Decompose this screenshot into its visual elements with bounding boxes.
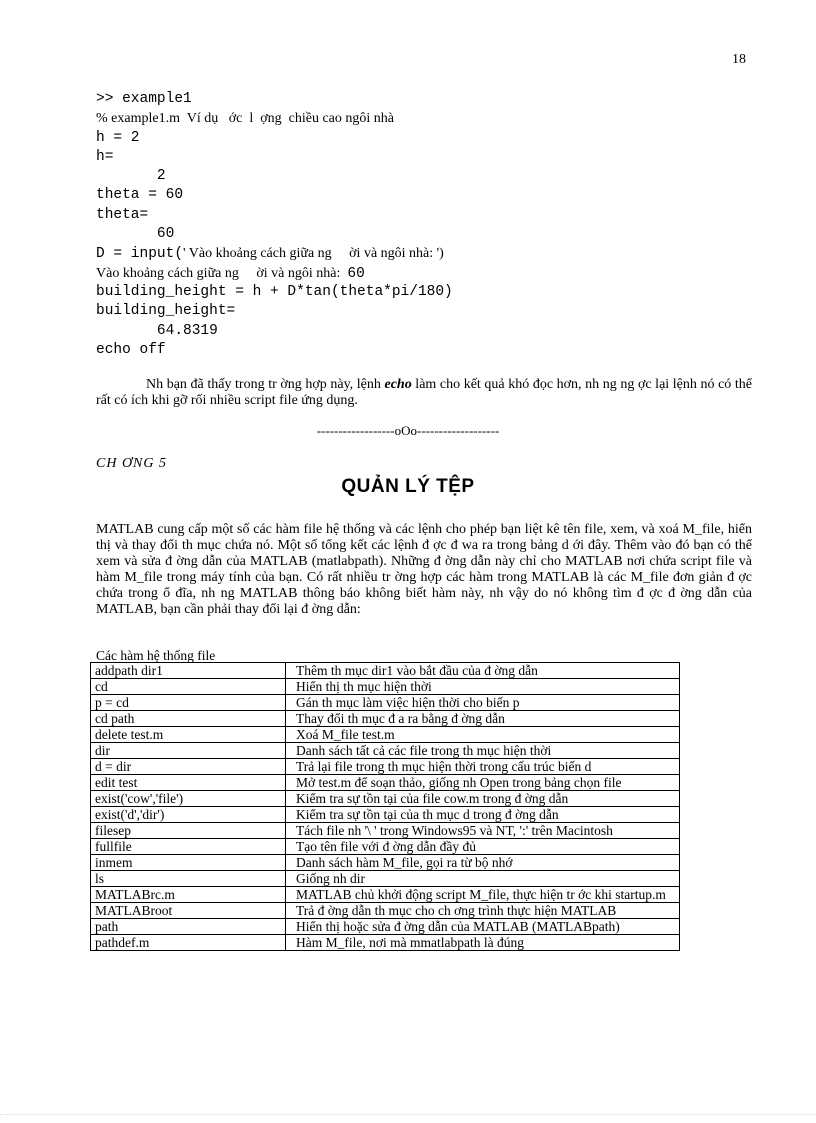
code-line: building_height= <box>96 303 236 320</box>
description-cell: Tạo tên file với đ ờng dẫn đầy đủ <box>286 839 680 855</box>
table-caption: Các hàm hệ thống file <box>96 648 216 663</box>
command-cell: cd path <box>91 711 286 727</box>
table-row <box>91 743 680 759</box>
description-cell: Giống nh dir <box>286 871 680 887</box>
description-cell: Hiển thị th mục hiện thời <box>286 679 680 695</box>
code-fragment: 60 <box>347 265 365 282</box>
code-line <box>96 244 453 263</box>
description-cell: Thêm th mục dir1 vào bắt đầu của đ ờng dẫn <box>286 663 680 679</box>
code-line: theta = 60 <box>96 187 184 204</box>
command-cell: MATLABrc.m <box>91 887 286 903</box>
description-cell: Hiển thị hoặc sửa đ ờng dẫn của MATLAB (MATLABpath) <box>286 919 680 935</box>
command-cell: ls <box>91 871 286 887</box>
command-cell: edit test <box>91 775 286 791</box>
command-cell: path <box>91 919 286 935</box>
command-cell: delete test.m <box>91 727 286 743</box>
code-fragment: D = input( <box>96 246 184 263</box>
code-line: building_height = h + D*tan(theta*pi/180) <box>96 283 453 300</box>
code-line: 2 <box>96 168 166 185</box>
code-line <box>96 264 453 283</box>
command-cell: dir <box>91 743 286 759</box>
table-row <box>91 679 680 695</box>
description-cell: Tách file nh '\ ' trong Windows95 và NT, ':' trên Macintosh <box>286 823 680 839</box>
command-cell: d = dir <box>91 759 286 775</box>
table-row <box>91 903 680 919</box>
description-cell: Trả lại file trong th mục hiện thời trong cấu trúc biến d <box>286 759 680 775</box>
section-separator: ------------------oOo------------------- <box>316 423 500 438</box>
code-fragment: ' Vào khoảng cách giữa ng ời và ngôi nhà: ') <box>183 246 444 262</box>
table-row <box>91 935 680 951</box>
command-cell: exist('cow','file') <box>91 791 286 807</box>
command-cell: inmem <box>91 855 286 871</box>
table-row <box>91 695 680 711</box>
command-cell: cd <box>91 679 286 695</box>
command-cell: p = cd <box>91 695 286 711</box>
table-row <box>91 759 680 775</box>
table-row <box>91 711 680 727</box>
description-cell: Thay đổi th mục đ a ra bằng đ ờng dẫn <box>286 711 680 727</box>
table-row <box>91 727 680 743</box>
code-line: 60 <box>96 226 175 243</box>
table-row <box>91 663 680 679</box>
table-row <box>91 823 680 839</box>
table-row <box>91 871 680 887</box>
file-functions-table <box>90 662 680 951</box>
matlab-session <box>96 90 453 360</box>
description-cell: Trả đ ờng dẫn th mục cho ch ơng trình thực hiện MATLAB <box>286 903 680 919</box>
chapter-title: QUẢN LÝ TỆP <box>341 476 475 497</box>
code-line: >> example1 <box>96 91 192 107</box>
paragraph-text: Nh bạn đã thấy trong tr ờng hợp này, lệnh <box>146 377 385 392</box>
code-line: theta= <box>96 206 149 223</box>
table-row <box>91 887 680 903</box>
description-cell: Mở test.m để soạn thảo, giống nh Open trong bảng chọn file <box>286 775 680 791</box>
code-line: h= <box>96 148 114 165</box>
paragraph-intro: MATLAB cung cấp một số các hàm file hệ thống và các lệnh cho phép bạn liệt kê tên file, xem, và xoá M_file, hiển thị và thay đổi th mục chứa nó. Một số tổng kết các lệnh đ ợc đ wa ra trong bảng d ới đây. Thêm vào đó bạn có thể xem và sửa đ ờng dẫn của MATLAB (matlabpath). Những đ ờng dẫn này chỉ cho MATLAB nơi chứa script file và hàm M_file trong máy tính của bạn. Có rất nhiều tr ờng hợp các hàm trong MATLAB là các M_file đơn giản đ ợc chứa trong ổ đĩa, nh ng MATLAB thông báo không biết hàm này, nh vậy do nó không tìm đ ợc đ ờng dẫn của MATLAB, bạn cần phải thay đổi lại đ ờng dẫn: <box>96 522 752 617</box>
table-row <box>91 807 680 823</box>
chapter-label: CH ƠNG 5 <box>96 456 168 471</box>
code-line: % example1.m Ví dụ ớc l ợng chiều cao ngôi nhà <box>96 111 394 127</box>
command-cell: exist('d','dir') <box>91 807 286 823</box>
table-row <box>91 855 680 871</box>
code-fragment: Vào khoảng cách giữa ng ời và ngôi nhà: <box>96 265 348 281</box>
description-cell: Danh sách tất cả các file trong th mục hiện thời <box>286 743 680 759</box>
paragraph-text: làm cho kết quả khó đọc hơn, nh ng ng ợc lại lệnh nó có thể rất có ích khi gỡ rối nhiều script file ứng dụng. <box>96 377 752 408</box>
command-cell: addpath dir1 <box>91 663 286 679</box>
command-cell: MATLABroot <box>91 903 286 919</box>
table-row <box>91 839 680 855</box>
table-row <box>91 919 680 935</box>
page-bottom-rule <box>0 1114 816 1115</box>
description-cell: MATLAB chủ khởi động script M_file, thực hiện tr ớc khi startup.m <box>286 887 680 903</box>
description-cell: Kiểm tra sự tồn tại của th mục d trong đ ờng dẫn <box>286 807 680 823</box>
description-cell: Hàm M_file, nơi mà mmatlabpath là đúng <box>286 935 680 951</box>
description-cell: Xoá M_file test.m <box>286 727 680 743</box>
keyword-echo: echo <box>384 377 412 392</box>
table-row <box>91 775 680 791</box>
page-number: 18 <box>732 52 746 67</box>
table-row <box>91 791 680 807</box>
command-cell: pathdef.m <box>91 935 286 951</box>
description-cell: Danh sách hàm M_file, gọi ra từ bộ nhớ <box>286 855 680 871</box>
command-cell: filesep <box>91 823 286 839</box>
description-cell: Kiểm tra sự tồn tại của file cow.m trong đ ờng dẫn <box>286 791 680 807</box>
command-cell: fullfile <box>91 839 286 855</box>
description-cell: Gán th mục làm việc hiện thời cho biến p <box>286 695 680 711</box>
code-line: 64.8319 <box>96 322 218 339</box>
paragraph-echo <box>96 377 752 409</box>
code-line: echo off <box>96 341 166 358</box>
code-line: h = 2 <box>96 129 140 146</box>
